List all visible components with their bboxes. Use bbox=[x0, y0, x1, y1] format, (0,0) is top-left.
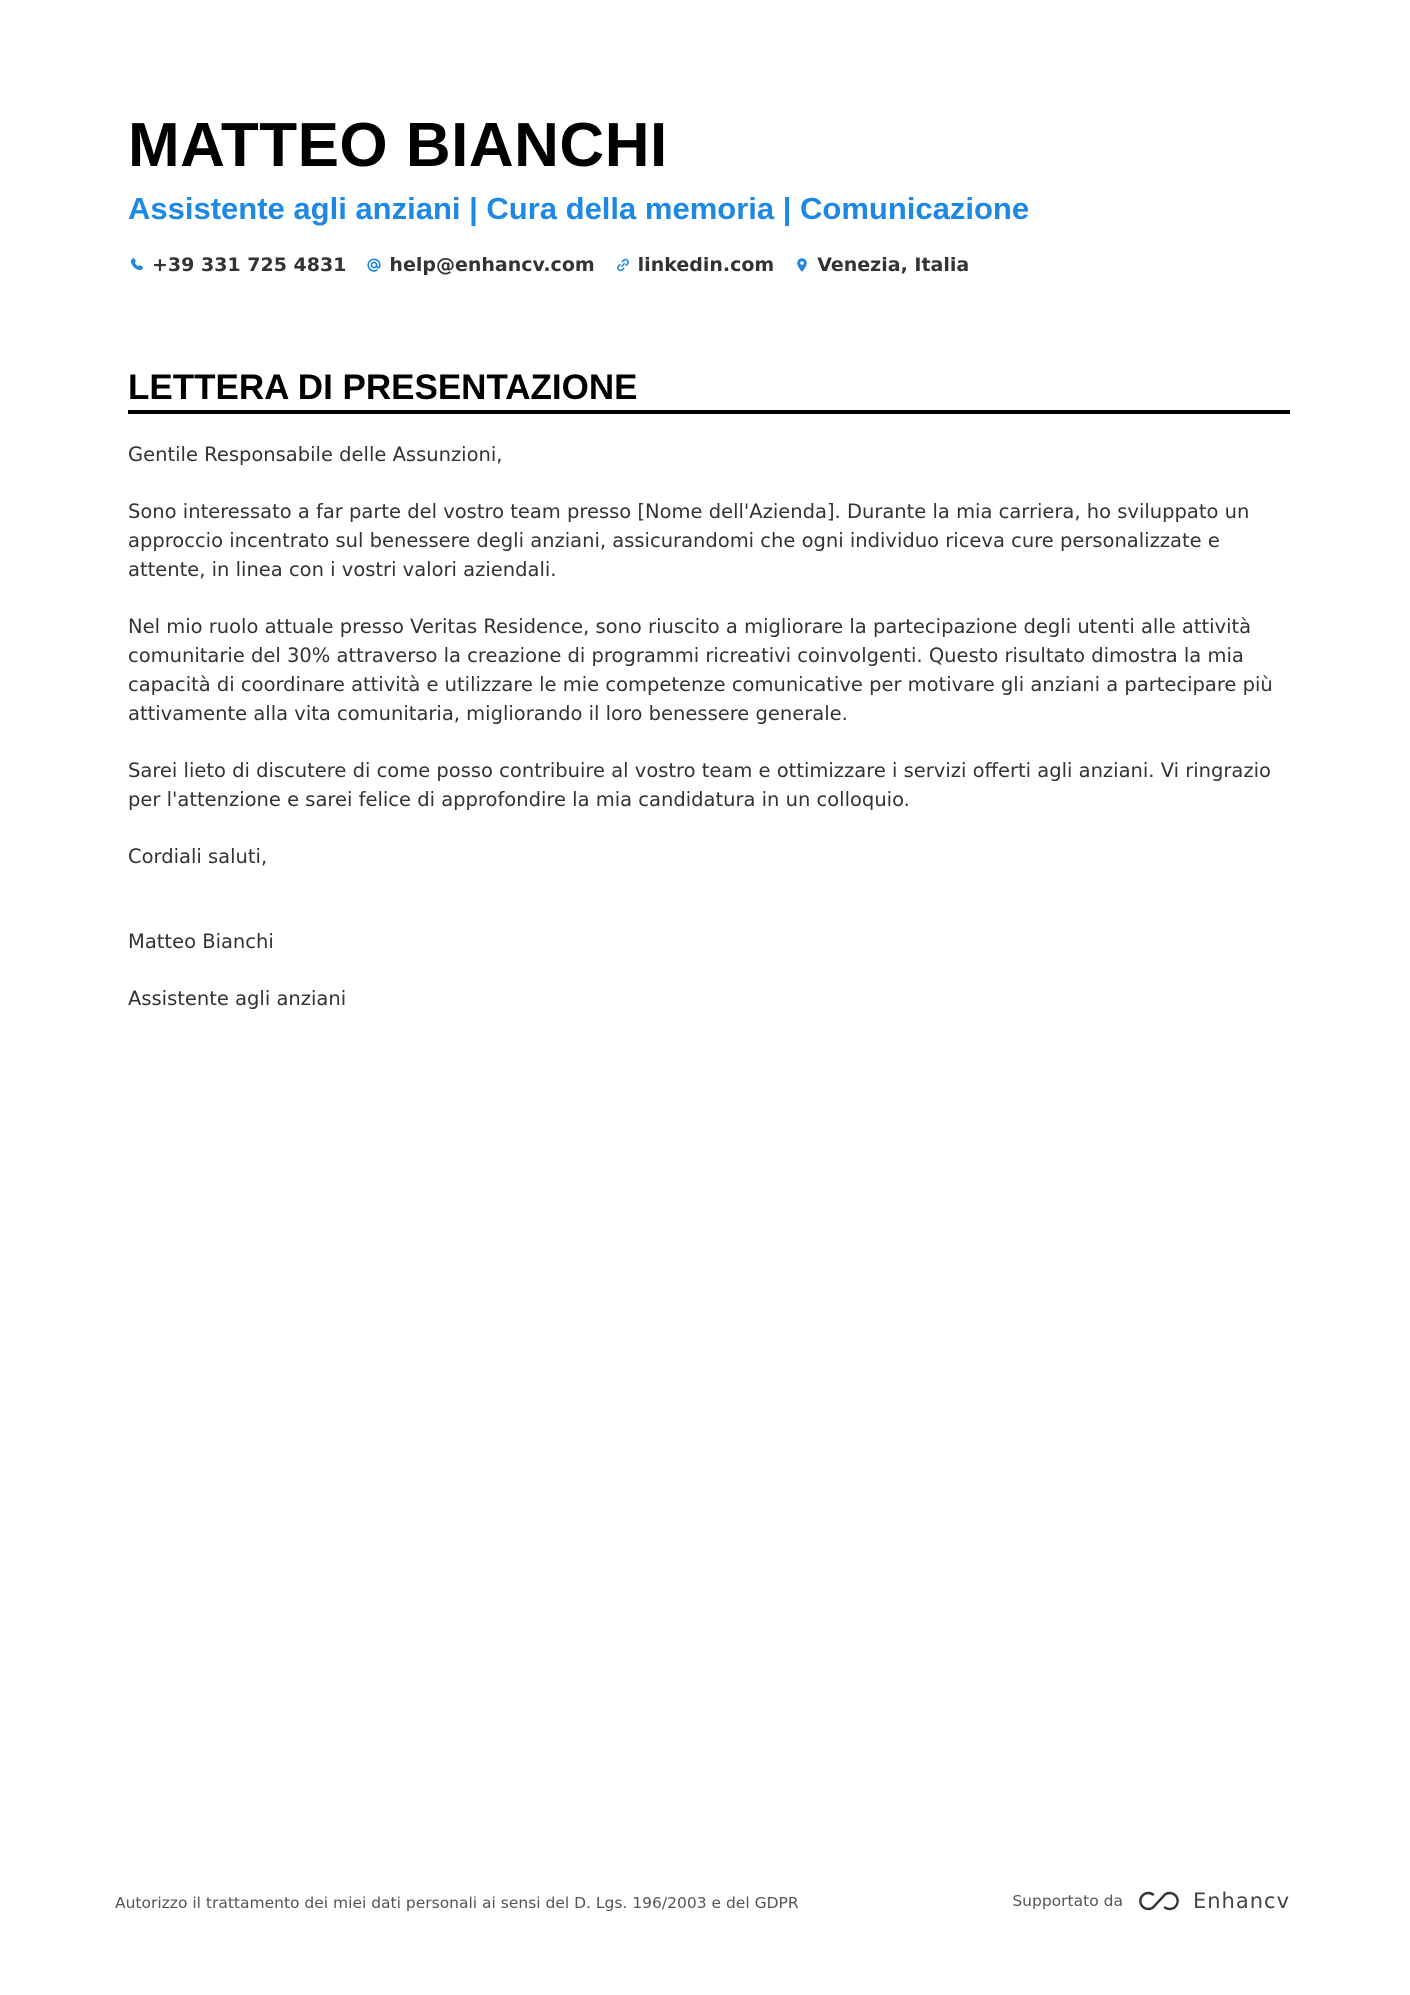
section-divider bbox=[128, 410, 1290, 414]
candidate-name: MATTEO BIANCHI bbox=[128, 111, 668, 180]
powered-by bbox=[1012, 1888, 1290, 1914]
phone-icon bbox=[128, 256, 146, 274]
contact-location bbox=[793, 254, 969, 276]
signature-name: Matteo Bianchi bbox=[128, 930, 274, 953]
letter-paragraph: Nel mio ruolo attuale presso Veritas Residence, sono riuscito a migliorare la partecipazione degli utenti alle attività comunitarie del 30% attraverso la creazione di programmi ricreativi coinvolgenti. Questo risultato dimostra la mia capacità di coordinare attività e utilizzare le mie competenze comunicative per motivare gli anziani a partecipare più attivamente alla vita comunitaria, migliorando il loro benessere generale. bbox=[128, 615, 1273, 725]
letter-body bbox=[128, 440, 1290, 1041]
letter-greeting: Gentile Responsabile delle Assunzioni, bbox=[128, 443, 503, 466]
powered-by-label: Supportato da bbox=[1012, 1892, 1123, 1910]
contact-email[interactable] bbox=[365, 254, 594, 276]
contact-email-text: help@enhancv.com bbox=[389, 254, 595, 276]
enhancv-logo-icon bbox=[1135, 1888, 1183, 1914]
signature-title: Assistente agli anziani bbox=[128, 987, 347, 1010]
letter-paragraph: Sono interessato a far parte del vostro team presso [Nome dell'Azienda]. Durante la mia carriera, ho sviluppato un approccio incentrato sul benessere degli anziani, assicurandomi che ogni individuo riceva cure personalizzate e attente, in linea con i vostri valori aziendali. bbox=[128, 500, 1250, 581]
enhancv-logo[interactable] bbox=[1135, 1888, 1290, 1914]
contact-linkedin-text: linkedin.com bbox=[637, 254, 775, 276]
contact-location-text: Venezia, Italia bbox=[817, 254, 970, 276]
brand-name: Enhancv bbox=[1192, 1889, 1290, 1913]
contact-phone[interactable] bbox=[128, 254, 346, 276]
section-title: LETTERA DI PRESENTAZIONE bbox=[128, 368, 638, 407]
privacy-consent-text: Autorizzo il trattamento dei miei dati personali ai sensi del D. Lgs. 196/2003 e del GDPR bbox=[115, 1894, 799, 1912]
location-pin-icon bbox=[793, 256, 811, 274]
letter-closing: Cordiali saluti, bbox=[128, 845, 268, 868]
letter-paragraph: Sarei lieto di discutere di come posso contribuire al vostro team e ottimizzare i servizi offerti agli anziani. Vi ringrazio per l'attenzione e sarei felice di approfondire la mia candidatura in un colloquio. bbox=[128, 759, 1271, 811]
at-icon bbox=[365, 256, 383, 274]
contact-bar bbox=[128, 254, 969, 276]
link-icon bbox=[614, 256, 632, 274]
candidate-headline: Assistente agli anziani | Cura della memoria | Comunicazione bbox=[128, 191, 1030, 226]
contact-phone-text: +39 331 725 4831 bbox=[152, 254, 347, 276]
contact-linkedin[interactable] bbox=[614, 254, 775, 276]
